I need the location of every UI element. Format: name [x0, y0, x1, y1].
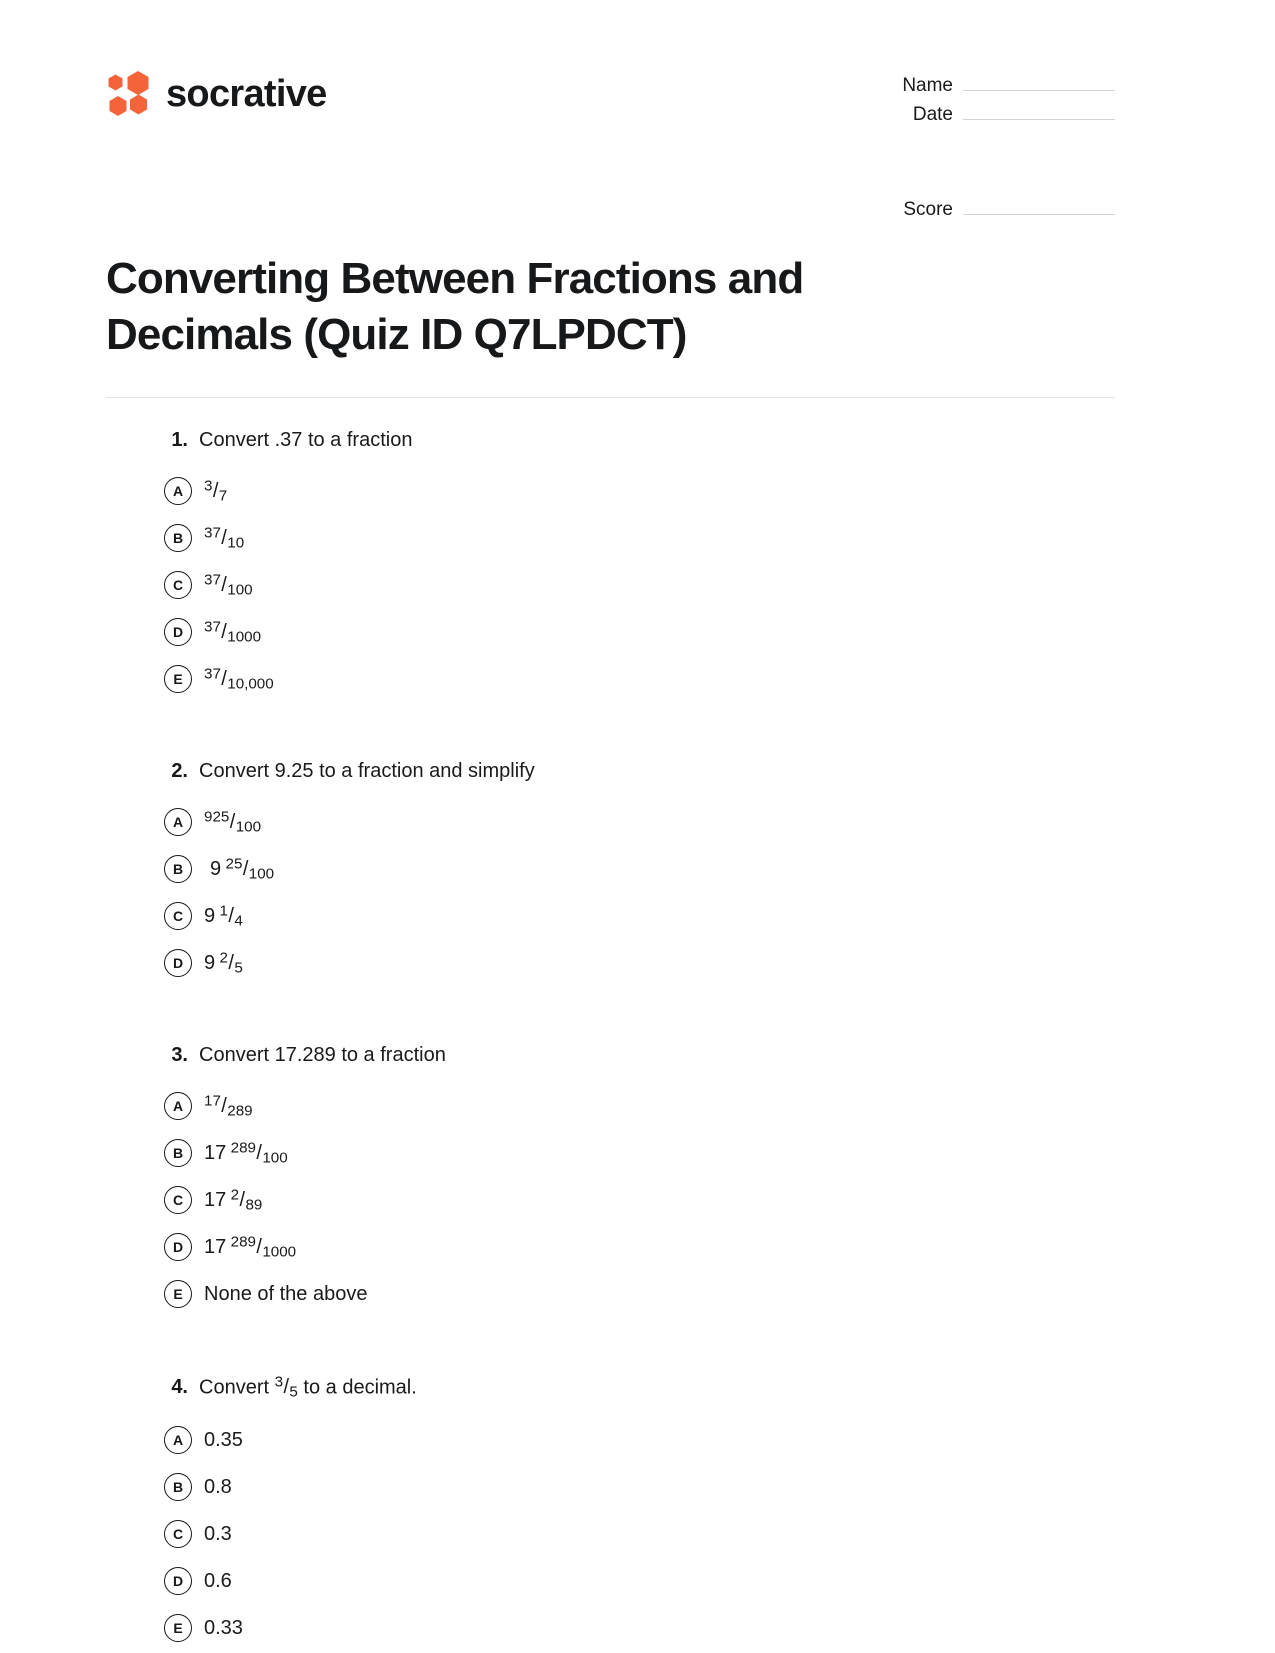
- option-bubble-d[interactable]: D: [164, 1567, 192, 1595]
- question-header: [106, 426, 1115, 454]
- option-text: 9 $^2$/5: [204, 949, 243, 977]
- answer-option-a[interactable]: [106, 468, 1115, 515]
- question-header: [106, 757, 1115, 785]
- name-field-row: [870, 72, 1115, 101]
- option-bubble-a[interactable]: A: [164, 477, 192, 505]
- answer-option-c[interactable]: [106, 1177, 1115, 1224]
- answer-option-e[interactable]: [106, 1271, 1115, 1318]
- page-header: [0, 0, 1275, 225]
- page-title: Converting Between Fractions and Decimals (Quiz ID Q7LPDCT): [106, 254, 804, 360]
- option-bubble-a[interactable]: A: [164, 1426, 192, 1454]
- option-bubble-d[interactable]: D: [164, 1233, 192, 1261]
- question-1: [106, 426, 1115, 703]
- option-bubble-e[interactable]: E: [164, 665, 192, 693]
- option-text: $^{37}$/100: [204, 571, 253, 599]
- option-text: $^{37}$/1000: [204, 618, 262, 646]
- question-text: Convert 9.25 to a fraction and simplify: [199, 759, 535, 782]
- answer-options: [106, 1417, 1115, 1652]
- question-number: 1.: [171, 428, 188, 451]
- option-bubble-d[interactable]: D: [164, 618, 192, 646]
- answer-option-b[interactable]: [106, 515, 1115, 562]
- question-number: 2.: [171, 759, 188, 782]
- answer-option-b[interactable]: [106, 846, 1115, 893]
- option-text: $^3$/7: [204, 477, 228, 505]
- answer-option-c[interactable]: [106, 1511, 1115, 1558]
- option-text: 0.33: [204, 1617, 243, 1640]
- option-bubble-b[interactable]: B: [164, 524, 192, 552]
- question-4: [106, 1372, 1115, 1652]
- answer-option-a[interactable]: [106, 799, 1115, 846]
- questions-list: [0, 426, 1275, 1652]
- brand-wordmark: socrative: [166, 73, 327, 115]
- student-meta-fields: [870, 72, 1115, 225]
- answer-option-d[interactable]: [106, 609, 1115, 656]
- option-bubble-d[interactable]: D: [164, 949, 192, 977]
- hexagon-cluster-icon: [106, 70, 152, 118]
- answer-option-d[interactable]: [106, 940, 1115, 987]
- answer-option-d[interactable]: [106, 1558, 1115, 1605]
- answer-option-d[interactable]: [106, 1224, 1115, 1271]
- option-bubble-c[interactable]: C: [164, 1520, 192, 1548]
- question-number: 3.: [171, 1043, 188, 1066]
- answer-options: [106, 799, 1115, 987]
- option-bubble-e[interactable]: E: [164, 1280, 192, 1308]
- answer-option-c[interactable]: [106, 562, 1115, 609]
- option-text: 9 $^1$/4: [204, 902, 243, 930]
- option-text: 17 $^{289}$/1000: [204, 1233, 297, 1261]
- question-text: Convert $^3$/5 to a decimal.: [199, 1373, 417, 1401]
- meta-spacer: [870, 130, 1115, 196]
- question-2: [106, 757, 1115, 987]
- name-label: Name: [902, 75, 953, 96]
- option-text: 0.35: [204, 1429, 243, 1452]
- option-bubble-b[interactable]: B: [164, 1139, 192, 1167]
- option-text: $^{37}$/10,000: [204, 665, 274, 693]
- question-header: [106, 1372, 1115, 1403]
- question-3: [106, 1041, 1115, 1318]
- question-text: Convert 17.289 to a fraction: [199, 1043, 446, 1066]
- question-header: [106, 1041, 1115, 1069]
- option-text: 17 $^{289}$/100: [204, 1139, 288, 1167]
- score-input-line[interactable]: [963, 196, 1115, 215]
- option-bubble-c[interactable]: C: [164, 571, 192, 599]
- answer-options: [106, 468, 1115, 703]
- name-input-line[interactable]: [963, 72, 1115, 91]
- option-text: 0.6: [204, 1570, 232, 1593]
- option-text: 9 $^{25}$/100: [210, 855, 275, 883]
- option-text: $^{37}$/10: [204, 524, 245, 552]
- option-bubble-b[interactable]: B: [164, 855, 192, 883]
- title-block: [0, 251, 866, 364]
- date-field-row: [870, 101, 1115, 130]
- answer-option-e[interactable]: [106, 1605, 1115, 1652]
- answer-option-a[interactable]: [106, 1417, 1115, 1464]
- score-label: Score: [903, 199, 953, 220]
- date-input-line[interactable]: [963, 101, 1115, 120]
- option-bubble-e[interactable]: E: [164, 1614, 192, 1642]
- option-text: 0.8: [204, 1476, 232, 1499]
- question-number: 4.: [171, 1376, 188, 1398]
- option-text: 17 $^2$/89: [204, 1186, 263, 1214]
- answer-option-c[interactable]: [106, 893, 1115, 940]
- option-bubble-c[interactable]: C: [164, 902, 192, 930]
- answer-options: [106, 1083, 1115, 1318]
- option-bubble-c[interactable]: C: [164, 1186, 192, 1214]
- option-text: None of the above: [204, 1283, 368, 1306]
- answer-option-b[interactable]: [106, 1130, 1115, 1177]
- answer-option-b[interactable]: [106, 1464, 1115, 1511]
- option-bubble-a[interactable]: A: [164, 808, 192, 836]
- answer-option-e[interactable]: [106, 656, 1115, 703]
- socrative-logo: [106, 70, 327, 118]
- option-text: 0.3: [204, 1523, 232, 1546]
- socrative-hexagon-mark-icon: [106, 70, 152, 118]
- score-field-row: [870, 196, 1115, 225]
- option-text: $^{17}$/289: [204, 1092, 253, 1120]
- header-divider: [106, 397, 1115, 398]
- option-bubble-a[interactable]: A: [164, 1092, 192, 1120]
- option-text: $^{925}$/100: [204, 808, 262, 836]
- answer-option-a[interactable]: [106, 1083, 1115, 1130]
- question-text: Convert .37 to a fraction: [199, 428, 413, 451]
- option-bubble-b[interactable]: B: [164, 1473, 192, 1501]
- date-label: Date: [912, 104, 953, 125]
